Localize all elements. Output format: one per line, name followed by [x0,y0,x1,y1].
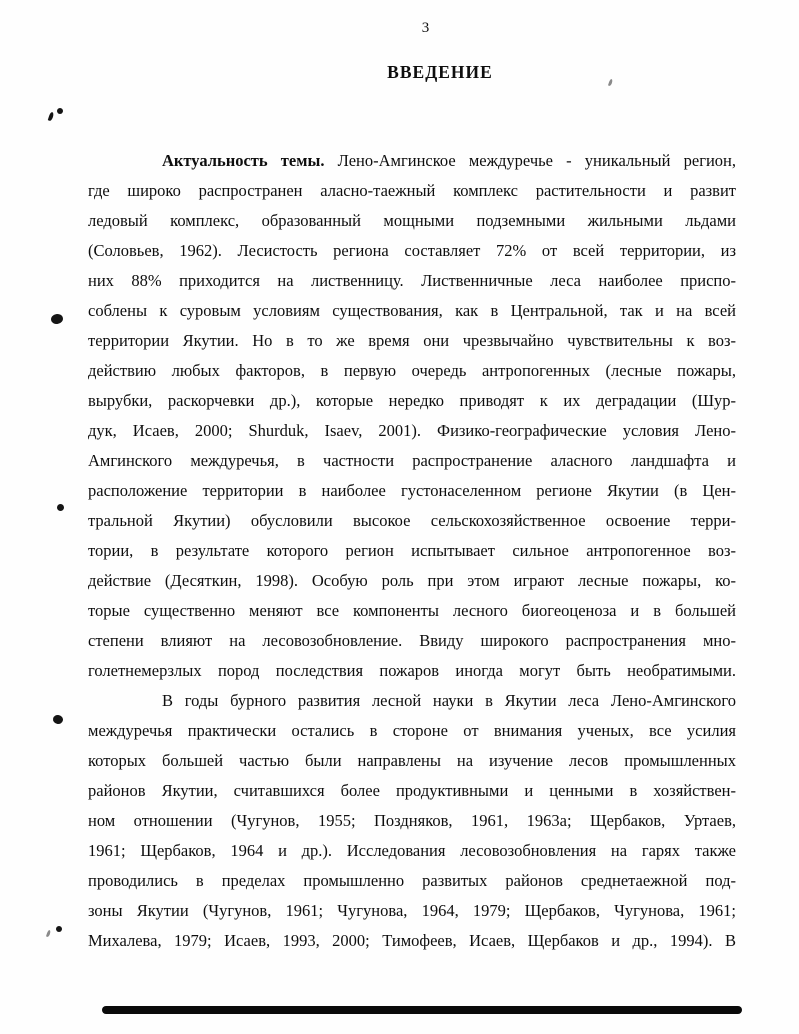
text-line: них 88% приходится на лиственницу. Лиственничные леса наиболее приспо- [88,271,736,290]
paragraph-first-line: В годы бурного развития лесной науки в Якутии леса Лено-Амгинского [162,691,736,710]
page-number: 3 [421,20,430,36]
text-line: голетнемерзлых пород последствия пожаров иногда могут быть необратимыми. [88,661,736,680]
text-line: торые существенно меняют все компоненты лесного биогеоценоза и в большей [88,601,736,620]
text-line: районов Якутии, считавшихся более продуктивными и ценными в хозяйствен- [88,781,736,800]
section-title: ВВЕДЕНИЕ [387,62,493,82]
text-line: расположение территории в наиболее густонаселенном регионе Якутии (в Цен- [88,481,736,500]
text-line: Михалева, 1979; Исаев, 1993, 2000; Тимофеев, Исаев, Щербаков и др., 1994). В [88,931,736,950]
paragraph-lead-bold: Актуальность темы. [162,151,325,170]
second-paragraph [88,686,736,956]
paragraph-first-line [88,146,736,176]
text-line: ледовый комплекс, образованный мощными подземными жильными льдами [88,211,736,230]
scan-speck [57,504,64,511]
paragraph-first-line-text: Лено-Амгинское междуречье - уникальный регион, [337,151,737,170]
text-line: проводились в пределах промышленно развитых районов среднетаежной под- [88,871,736,890]
text-line: тории, в результате которого регион испытывает сильное антропогенное воз- [88,541,736,560]
text-line: которых большей частью были направлены на изучение лесов промышленных [88,751,736,770]
text-line: вырубки, раскорчевки др.), которые нередко приводят к их деградации (Шур- [88,391,736,410]
text-line: действие (Десяткин, 1998). Особую роль при этом играют лесные пожары, ко- [88,571,736,590]
text-line: междуречья практически остались в стороне от внимания ученых, все усилия [88,721,736,740]
text-line: тральной Якутии) обусловили высокое сельскохозяйственное освоение терри- [88,511,736,530]
scan-speck [56,926,62,932]
paragraph-body [88,716,736,956]
text-line: соблены к суровым условиям существования, как в Центральной, так и на всей [88,301,736,320]
scan-speck [46,930,51,938]
text-line: Амгинского междуречья, в частности распространение аласного ландшафта и [88,451,736,470]
text-line: степени влияют на лесовозобновление. Ввиду широкого распространения мно- [88,631,736,650]
text-line: где широко распространен аласно-таежный комплекс растительности и развит [88,181,736,200]
text-line: (Соловьев, 1962). Лесистость региона составляет 72% от всей территории, из [88,241,736,260]
text-line: зоны Якутии (Чугунов, 1961; Чугунова, 1964, 1979; Щербаков, Чугунова, 1961; [88,901,736,920]
paragraph-body [88,176,736,686]
text-line: действию любых факторов, в первую очередь антропогенных (лесные пожары, [88,361,736,380]
bottom-scan-bar [102,1006,742,1014]
scan-speck [48,112,55,122]
scan-speck [52,714,64,725]
text-line: ном отношении (Чугунов, 1955; Поздняков, 1961, 1963а; Щербаков, Уртаев, [88,811,736,830]
scan-speck [57,108,63,114]
text-line: 1961; Щербаков, 1964 и др.). Исследования лесовозобновления на гарях также [88,841,736,860]
text-line: дук, Исаев, 2000; Shurduk, Isaev, 2001). Физико-географические условия Лено- [88,421,736,440]
intro-paragraph [88,146,736,686]
text-line: территории Якутии. Но в то же время они чрезвычайно чувствительны к воз- [88,331,736,350]
text-block [88,146,736,956]
scan-speck [50,313,64,325]
